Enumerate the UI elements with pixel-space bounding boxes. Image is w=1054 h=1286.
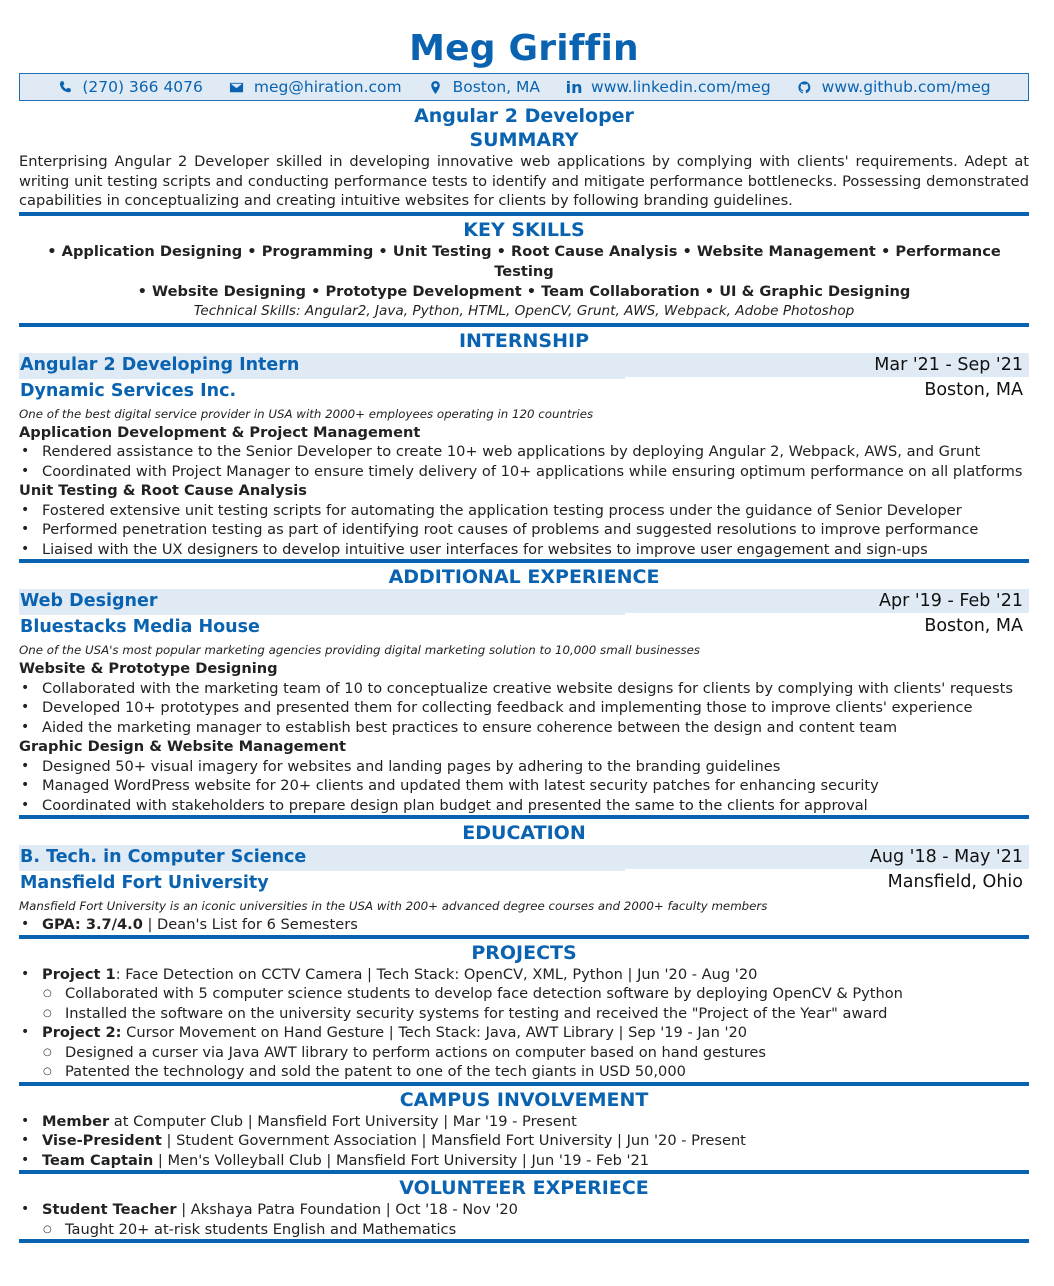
project-detail: : Face Detection on CCTV Camera | Tech Stack: OpenCV, XML, Python | Jun '20 - Aug '20 (115, 965, 758, 983)
list-item (19, 1151, 1029, 1171)
section-divider (19, 1239, 1029, 1243)
list-item: • Managed WordPress website for 20+ clients and updated them with latest security patches for enhancing security (19, 776, 1029, 796)
section-divider (19, 1082, 1029, 1086)
section-divider (19, 815, 1029, 819)
list-item: ○ Installed the software on the university security systems for testing and received the "Project of the Year" award (19, 1004, 1029, 1024)
contact-github (797, 78, 991, 96)
additional-group-heading: Website & Prototype Designing (19, 660, 278, 677)
email-icon (229, 79, 245, 95)
campus-role: Member (42, 1112, 110, 1130)
volunteer-list (19, 1200, 1029, 1220)
additional-job-title: Web Designer (20, 591, 158, 611)
header-band (19, 589, 1029, 613)
list-item (19, 915, 1029, 935)
volunteer-role: Student Teacher (42, 1201, 177, 1218)
project-sublist (19, 984, 1029, 1023)
volunteer-detail: | Akshaya Patra Foundation | Oct '18 - Nov '20 (176, 1201, 518, 1218)
project-label: Project 1 (42, 965, 116, 983)
additional-bullets-1 (19, 679, 1029, 738)
additional-group-heading: Graphic Design & Website Management (19, 738, 347, 755)
section-divider (19, 559, 1029, 563)
list-item: • Developed 10+ prototypes and presented them for collecting feedback and implementing those to improve clients' experience (19, 698, 1029, 718)
email-text[interactable]: meg@hiration.com (253, 78, 402, 96)
role-title: Angular 2 Developer (414, 105, 634, 127)
contact-phone (57, 78, 203, 96)
location-icon (428, 79, 444, 95)
additional-header (19, 589, 1029, 615)
education-heading: EDUCATION (462, 822, 586, 844)
education-school: Mansfield Fort University (20, 873, 269, 893)
additional-dates: Apr '19 - Feb '21 (879, 591, 1023, 611)
summary-text: Enterprising Angular 2 Developer skilled in developing innovative web applications by complying with clients' requirements. Adept at writing unit testing scripts and conducting performance tests to identify and mitigate performance bottlenecks. Possessing demonstrated capabilities in conceptualizing and creating intuitive websites for clients by following branding guidelines. (19, 153, 1029, 209)
phone-icon (57, 79, 73, 95)
campus-detail: | Men's Volleyball Club | Mansfield Fort University | Jun '19 - Feb '21 (153, 1151, 650, 1169)
section-divider (19, 323, 1029, 327)
contact-bar (19, 73, 1029, 101)
gpa-label: GPA: 3.7/4.0 (42, 916, 143, 933)
campus-detail: at Computer Club | Mansfield Fort University | Mar '19 - Present (109, 1112, 577, 1130)
education-header (19, 845, 1029, 871)
internship-company: Dynamic Services Inc. (20, 380, 237, 401)
campus-role: Vise-President (42, 1132, 162, 1149)
contact-location (428, 78, 540, 96)
education-school-desc: Mansfield Fort University is an iconic universities in the USA with 200+ advanced degree courses and 2000+ faculty members (19, 899, 768, 913)
technical-skills: Technical Skills: Angular2, Java, Python, HTML, OpenCV, Grunt, AWS, Webpack, Adobe Photoshop (193, 302, 855, 319)
summary-heading: SUMMARY (469, 129, 579, 151)
additional-company: Bluestacks Media House (20, 617, 260, 637)
education-degree: B. Tech. in Computer Science (20, 847, 307, 867)
additional-company-desc: One of the USA's most popular marketing agencies providing digital marketing solution to 10,000 small businesses (19, 643, 701, 657)
list-item: ○ Designed a curser via Java AWT library to perform actions on computer based on hand gestures (19, 1043, 1029, 1063)
additional-bullets-2 (19, 757, 1029, 816)
list-item: • Fostered extensive unit testing scripts for automating the application testing process under the guidance of Senior Developer (19, 501, 1029, 521)
list-item: • Coordinated with Project Manager to ensure timely delivery of 10+ applications while ensuring optimum performance on all platforms (19, 462, 1029, 482)
education-dates: Aug '18 - May '21 (869, 847, 1023, 867)
key-skills-heading: KEY SKILLS (463, 218, 585, 241)
additional-company-row (19, 615, 1029, 641)
projects-heading: PROJECTS (471, 941, 577, 964)
list-item: • Performed penetration testing as part of identifying root causes of problems and suggested resolutions to improve performance (19, 520, 1029, 540)
internship-heading: INTERNSHIP (458, 329, 590, 352)
resume-page (19, 0, 1029, 1243)
list-item: • Aided the marketing manager to establish best practices to ensure coherence between the design and content team (19, 718, 1029, 738)
github-icon (797, 79, 813, 95)
campus-list (19, 1112, 1029, 1171)
list-item: • Liaised with the UX designers to develop intuitive user interfaces for websites to improve user engagement and sign-ups (19, 540, 1029, 560)
list-item: ○ Patented the technology and sold the patent to one of the tech giants in USD 50,000 (19, 1062, 1029, 1082)
education-school-row (19, 871, 1029, 897)
skills-line-2: • Website Designing • Prototype Development • Team Collaboration • UI & Graphic Designing (137, 282, 911, 300)
section-divider (19, 935, 1029, 939)
gpa-rest: | Dean's List for 6 Semesters (142, 916, 358, 933)
internship-company-desc: One of the best digital service provider in USA with 2000+ employees operating in 120 countries (19, 406, 594, 421)
internship-location: Boston, MA (924, 379, 1023, 400)
additional-location: Boston, MA (924, 616, 1023, 636)
list-item (19, 1112, 1029, 1132)
internship-bullets-1 (19, 442, 1029, 481)
projects-list (19, 1023, 1029, 1043)
contact-email (229, 78, 402, 96)
campus-detail: | Student Government Association | Mansfield Fort University | Jun '20 - Present (161, 1132, 746, 1149)
projects-list (19, 965, 1029, 985)
project-sublist (19, 1043, 1029, 1082)
list-item: • Collaborated with the marketing team of 10 to conceptualize creative website designs for clients by complying with clients' requests (19, 679, 1029, 699)
contact-linkedin (566, 78, 771, 96)
list-item: • Coordinated with stakeholders to prepare design plan budget and presented the same to the clients for approval (19, 796, 1029, 816)
internship-header (19, 353, 1029, 379)
list-item: ○ Taught 20+ at-risk students English and Mathematics (19, 1220, 1029, 1240)
section-divider (19, 1170, 1029, 1174)
linkedin-link[interactable]: www.linkedin.com/meg (591, 78, 771, 96)
volunteer-sublist (19, 1220, 1029, 1240)
location-text: Boston, MA (452, 78, 541, 96)
linkedin-icon: in (565, 77, 583, 97)
list-item (19, 965, 1029, 985)
project-label: Project 2: (42, 1024, 122, 1041)
list-item (19, 1131, 1029, 1151)
list-item: • Rendered assistance to the Senior Developer to create 10+ web applications by deploying Angular 2, Webpack, AWS, and Grunt (19, 442, 1029, 462)
education-location: Mansfield, Ohio (887, 872, 1023, 892)
list-item: ○ Collaborated with 5 computer science students to develop face detection software by deploying OpenCV & Python (19, 984, 1029, 1004)
internship-job-title: Angular 2 Developing Intern (20, 354, 300, 375)
internship-dates: Mar '21 - Sep '21 (874, 354, 1023, 375)
project-detail: Cursor Movement on Hand Gesture | Tech Stack: Java, AWT Library | Sep '19 - Jan '20 (121, 1024, 748, 1041)
list-item: • Designed 50+ visual imagery for websites and landing pages by adhering to the branding guidelines (19, 757, 1029, 777)
additional-experience-heading: ADDITIONAL EXPERIENCE (388, 566, 660, 588)
list-item (19, 1200, 1029, 1220)
campus-heading: CAMPUS INVOLVEMENT (399, 1088, 649, 1111)
section-divider (19, 212, 1029, 216)
volunteer-heading: VOLUNTEER EXPERIECE (399, 1177, 649, 1199)
internship-group-heading: Unit Testing & Root Cause Analysis (19, 482, 307, 499)
internship-bullets-2 (19, 501, 1029, 560)
internship-company-row (19, 379, 1029, 405)
skills-line-1: • Application Designing • Programming • Unit Testing • Root Cause Analysis • Website Management • Performance Testing (47, 242, 1001, 280)
phone-text[interactable]: (270) 366 4076 (82, 78, 203, 96)
education-bullets (19, 915, 1029, 935)
candidate-name: Meg Griffin (409, 28, 639, 69)
github-link[interactable]: www.github.com/meg (821, 78, 991, 96)
campus-role: Team Captain (42, 1151, 154, 1169)
list-item (19, 1023, 1029, 1043)
internship-group-heading: Application Development & Project Management (19, 423, 421, 441)
